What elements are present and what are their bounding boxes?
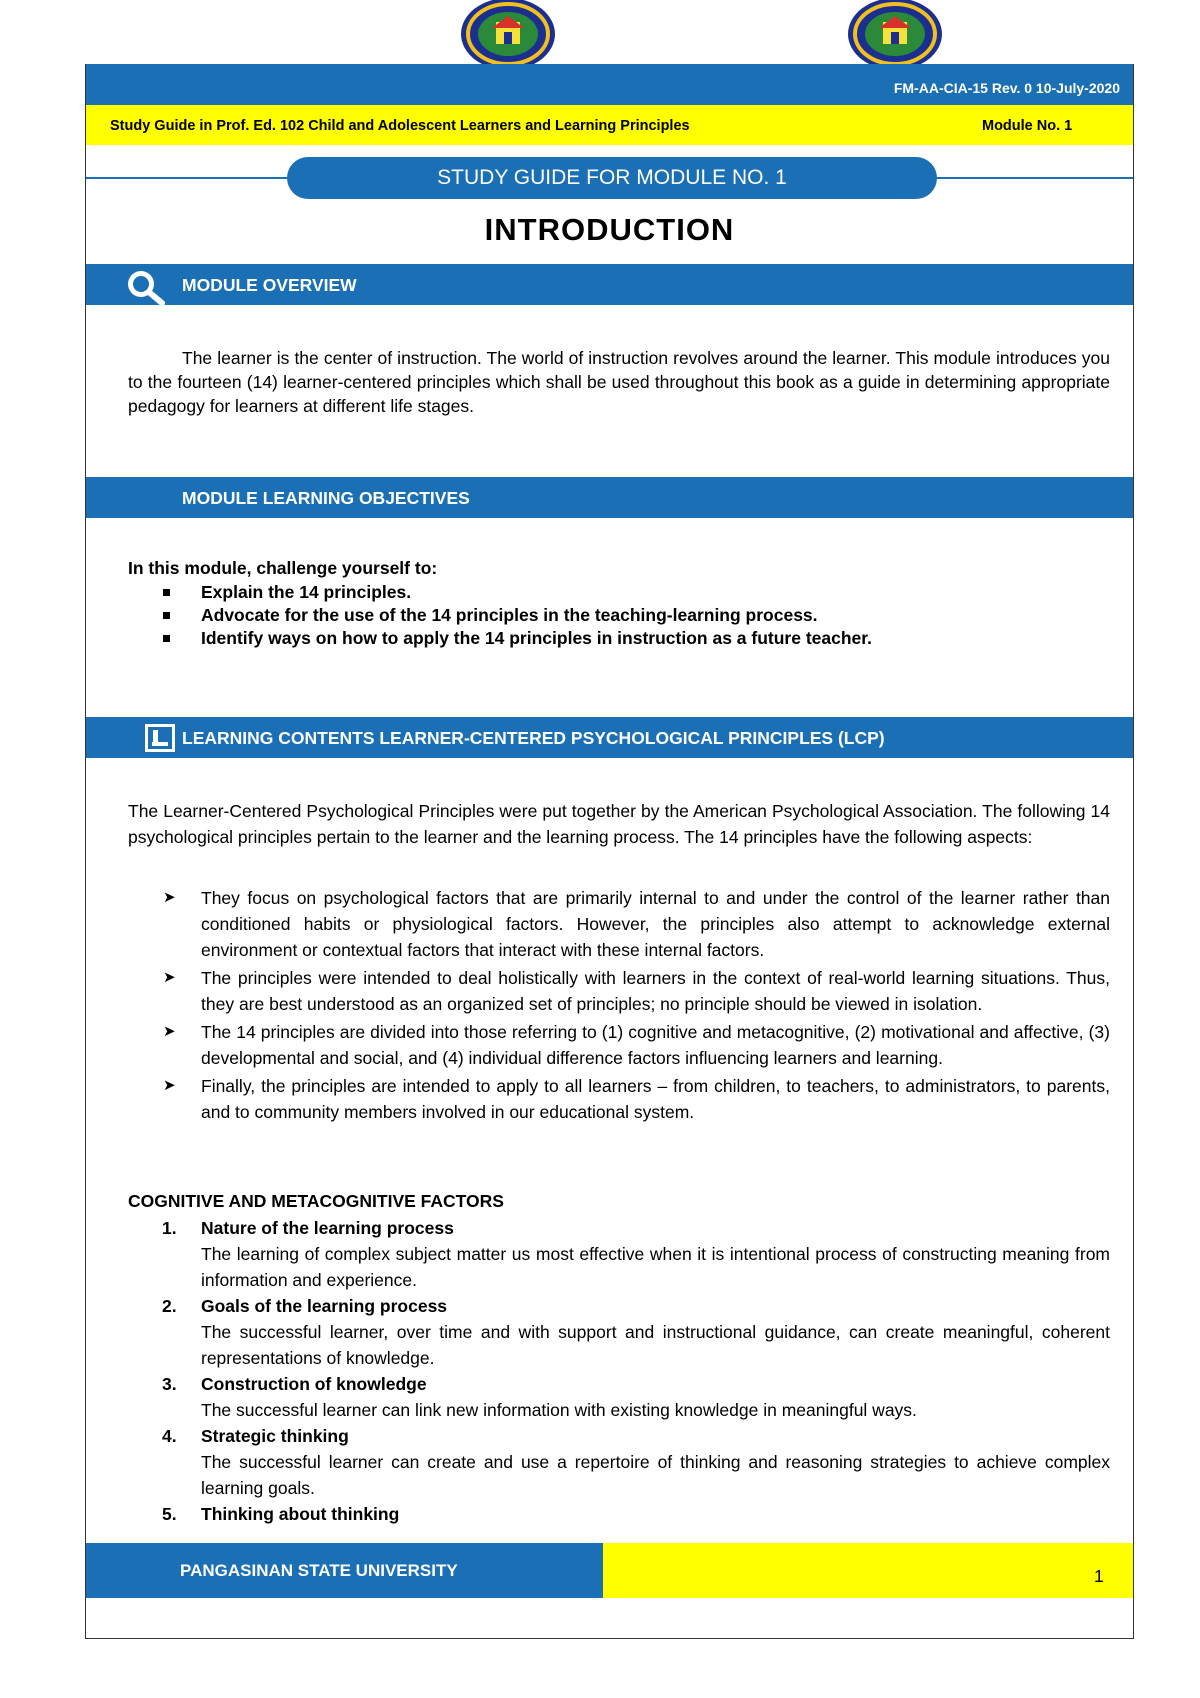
arrow-bullet-icon: ➤	[163, 1077, 176, 1094]
list-item: ➤ The 14 principles are divided into those referring to (1) cognitive and metacognitive, (2) motivational and affective, (3) developmental and social, and (4) individual difference factors influencing learners and learning.	[128, 1019, 1110, 1071]
study-guide-banner: STUDY GUIDE FOR MODULE NO. 1	[287, 157, 937, 199]
list-item: ➤ Finally, the principles are intended to apply to all learners – from children, to teachers, to administrators, to parents, and to community members involved in our educational system.	[128, 1073, 1110, 1125]
list-item: Advocate for the use of the 14 principles in the teaching-learning process.	[128, 604, 1108, 627]
university-seal-icon	[846, 0, 944, 72]
list-item: 1. Nature of the learning process The learning of complex subject matter us most effective when it is intentional process of constructing meaning from information and experience.	[162, 1218, 1110, 1290]
list-item: ➤ They focus on psychological factors that are primarily internal to and under the control of the learner rather than conditioned habits or physiological factors. However, the principles also attempt to acknowledge external environment or contextual factors that interact with these internal factors.	[128, 885, 1110, 963]
arrow-bullet-icon: ➤	[163, 1023, 176, 1040]
university-seal-icon	[459, 0, 557, 72]
page-number: 1	[1094, 1566, 1104, 1586]
study-guide-title: Study Guide in Prof. Ed. 102 Child and Adolescent Learners and Learning Principles	[110, 118, 690, 134]
divider-line	[933, 177, 1133, 179]
list-item: 2. Goals of the learning process The successful learner, over time and with support and instructional guidance, can create meaningful, coherent representations of knowledge.	[162, 1296, 1110, 1368]
aspects-list	[128, 885, 1110, 1127]
magnifier-icon	[124, 267, 168, 305]
factors-list	[128, 1215, 1110, 1527]
section-title: MODULE LEARNING OBJECTIVES	[182, 488, 470, 508]
list-item: ➤ The principles were intended to deal holistically with learners in the context of real-world learning situations. Thus, they are best understood as an organized set of principles; no principle should be viewed in isolation.	[128, 965, 1110, 1017]
factors-subheading: COGNITIVE AND METACOGNITIVE FACTORS	[128, 1191, 504, 1211]
list-item: Identify ways on how to apply the 14 principles in instruction as a future teacher.	[128, 627, 1108, 650]
list-item: Explain the 14 principles.	[128, 581, 1108, 604]
arrow-bullet-icon: ➤	[163, 969, 176, 986]
page-title: INTRODUCTION	[484, 212, 735, 247]
section-header-overview	[86, 264, 1133, 305]
footer-page-area	[603, 1543, 1133, 1598]
contents-intro: The Learner-Centered Psychological Principles were put together by the American Psychological Association. The following 14 psychological principles pertain to the learner and the learning process. The 14 principles have the following aspects:	[128, 801, 1110, 847]
form-code: FM-AA-CIA-15 Rev. 0 10-July-2020	[893, 80, 1120, 96]
objectives-list	[128, 581, 1108, 650]
list-item: 3. Construction of knowledge The successful learner can link new information with existing knowledge in meaningful ways.	[162, 1374, 917, 1420]
list-item: 5. Thinking about thinking	[162, 1504, 400, 1524]
section-header-objectives	[86, 477, 1133, 518]
list-item: 4. Strategic thinking The successful learner can create and use a repertoire of thinking and reasoning strategies to achieve complex learning goals.	[162, 1426, 1110, 1498]
university-name: PANGASINAN STATE UNIVERSITY	[180, 1561, 458, 1580]
arrow-bullet-icon: ➤	[163, 889, 176, 906]
overview-text: The learner is the center of instruction. The world of instruction revolves around the learner. This module introduces you to the fourteen (14) learner-centered principles which shall be used throughout this book as a guide in determining appropriate pedagogy for learners at different life stages.	[128, 348, 1110, 416]
divider-line	[86, 177, 291, 179]
module-label: Module No. 1	[982, 118, 1073, 134]
section-title: LEARNING CONTENTS LEARNER-CENTERED PSYCHOLOGICAL PRINCIPLES (LCP)	[182, 728, 885, 748]
section-header-contents	[86, 717, 1133, 758]
section-title: MODULE OVERVIEW	[182, 275, 357, 295]
objectives-intro: In this module, challenge yourself to:	[128, 558, 438, 578]
document-icon	[144, 723, 176, 753]
